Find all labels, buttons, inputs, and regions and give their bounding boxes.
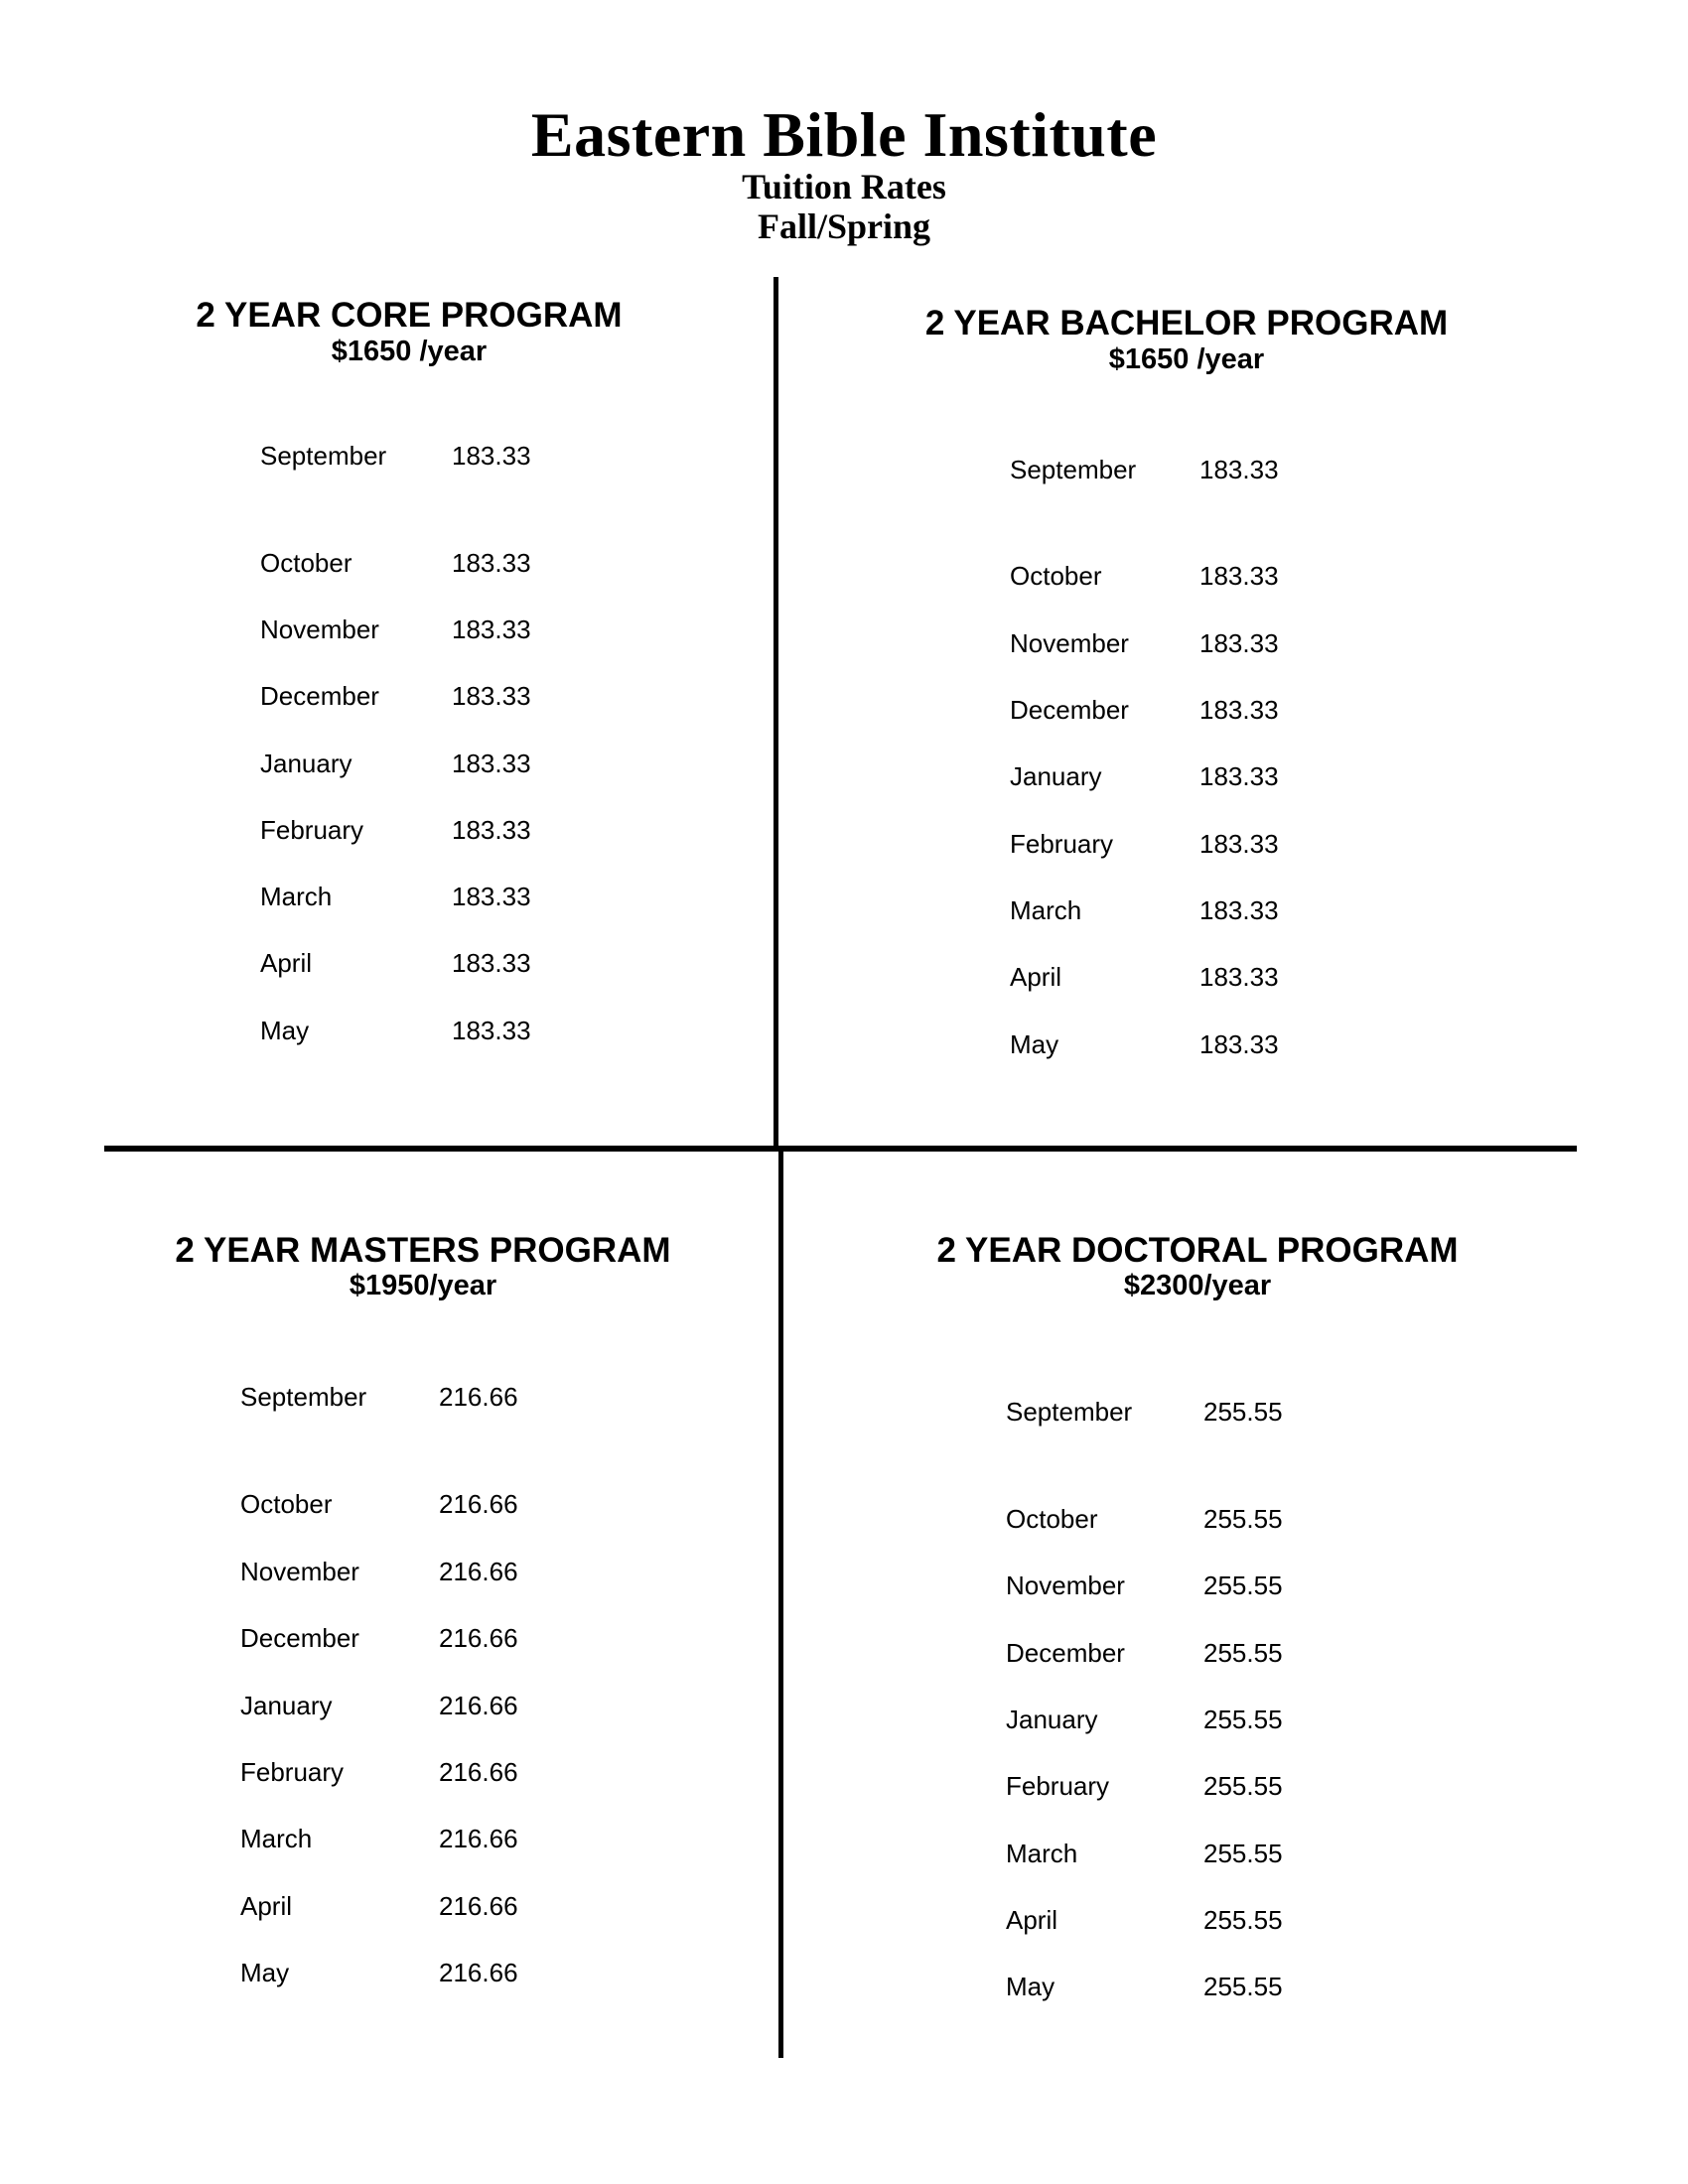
payment-month: October	[1010, 561, 1102, 591]
page-title: Eastern Bible Institute	[530, 99, 1158, 170]
payment-month: March	[1006, 1839, 1078, 1868]
payment-month: January	[1010, 761, 1102, 791]
payment-amount: 255.55	[1203, 1705, 1283, 1734]
payment-month: November	[260, 614, 379, 644]
payment-month: May	[260, 1016, 310, 1045]
payment-amount: 183.33	[452, 749, 531, 778]
payment-amount: 255.55	[1203, 1397, 1283, 1427]
term-label: Fall/Spring	[757, 206, 931, 246]
payment-amount: 255.55	[1203, 1638, 1283, 1668]
payment-month: November	[1006, 1570, 1125, 1600]
payment-month: December	[260, 681, 379, 711]
payment-amount: 183.33	[452, 548, 531, 578]
payment-amount: 183.33	[452, 882, 531, 911]
payment-month: December	[1006, 1638, 1125, 1668]
horizontal-divider	[104, 1146, 1577, 1152]
payment-amount: 255.55	[1203, 1839, 1283, 1868]
payment-amount: 183.33	[1199, 695, 1279, 725]
payment-month: May	[1006, 1972, 1055, 2001]
payment-month: March	[1010, 895, 1082, 925]
payment-amount: 183.33	[1199, 895, 1279, 925]
program-title: 2 YEAR MASTERS PROGRAM	[175, 1231, 671, 1270]
payment-month: March	[260, 882, 333, 911]
payment-amount: 216.66	[439, 1489, 518, 1519]
payment-month: February	[1010, 829, 1114, 859]
vertical-divider-top	[774, 277, 778, 1151]
payment-amount: 183.33	[452, 681, 531, 711]
payment-month: May	[240, 1958, 290, 1987]
program-title: 2 YEAR DOCTORAL PROGRAM	[936, 1231, 1459, 1270]
payment-amount: 183.33	[452, 614, 531, 644]
payment-amount: 183.33	[1199, 829, 1279, 859]
program-price: $2300/year	[1123, 1270, 1272, 1301]
payment-amount: 183.33	[1199, 761, 1279, 791]
payment-month: February	[260, 815, 364, 845]
payment-amount: 216.66	[439, 1757, 518, 1787]
payment-month: April	[1010, 962, 1062, 992]
program-title: 2 YEAR BACHELOR PROGRAM	[924, 304, 1449, 342]
payment-amount: 216.66	[439, 1623, 518, 1653]
program-price: $1950/year	[349, 1270, 497, 1301]
payment-month: October	[240, 1489, 333, 1519]
payment-month: May	[1010, 1029, 1059, 1059]
payment-amount: 216.66	[439, 1824, 518, 1853]
payment-amount: 216.66	[439, 1382, 518, 1412]
payment-amount: 183.33	[1199, 561, 1279, 591]
page-subtitle: Tuition Rates	[742, 167, 946, 206]
payment-month: April	[260, 948, 313, 978]
payment-amount: 183.33	[452, 1016, 531, 1045]
payment-month: November	[240, 1557, 359, 1586]
payment-month: September	[260, 441, 387, 471]
payment-amount: 255.55	[1203, 1972, 1283, 2001]
payment-amount: 255.55	[1203, 1504, 1283, 1534]
payment-amount: 216.66	[439, 1958, 518, 1987]
payment-amount: 183.33	[452, 815, 531, 845]
payment-amount: 183.33	[1199, 455, 1279, 484]
payment-amount: 216.66	[439, 1557, 518, 1586]
payment-amount: 216.66	[439, 1691, 518, 1720]
payment-month: February	[240, 1757, 345, 1787]
payment-amount: 255.55	[1203, 1771, 1283, 1801]
payment-month: January	[1006, 1705, 1098, 1734]
payment-month: January	[260, 749, 352, 778]
payment-month: February	[1006, 1771, 1110, 1801]
payment-amount: 183.33	[452, 948, 531, 978]
program-price: $1650 /year	[331, 336, 488, 367]
payment-amount: 183.33	[1199, 962, 1279, 992]
payment-month: September	[240, 1382, 367, 1412]
program-title: 2 YEAR CORE PROGRAM	[196, 296, 623, 335]
payment-month: October	[1006, 1504, 1098, 1534]
program-price: $1650 /year	[1108, 343, 1265, 375]
payment-month: April	[1006, 1905, 1058, 1935]
payment-month: October	[260, 548, 352, 578]
payment-month: September	[1010, 455, 1137, 484]
payment-month: March	[240, 1824, 313, 1853]
payment-month: December	[240, 1623, 359, 1653]
payment-month: November	[1010, 628, 1129, 658]
payment-month: April	[240, 1891, 293, 1921]
payment-amount: 183.33	[1199, 1029, 1279, 1059]
payment-month: January	[240, 1691, 333, 1720]
payment-amount: 183.33	[1199, 628, 1279, 658]
payment-amount: 255.55	[1203, 1570, 1283, 1600]
payment-amount: 255.55	[1203, 1905, 1283, 1935]
payment-month: September	[1006, 1397, 1133, 1427]
payment-month: December	[1010, 695, 1129, 725]
payment-amount: 183.33	[452, 441, 531, 471]
payment-amount: 216.66	[439, 1891, 518, 1921]
